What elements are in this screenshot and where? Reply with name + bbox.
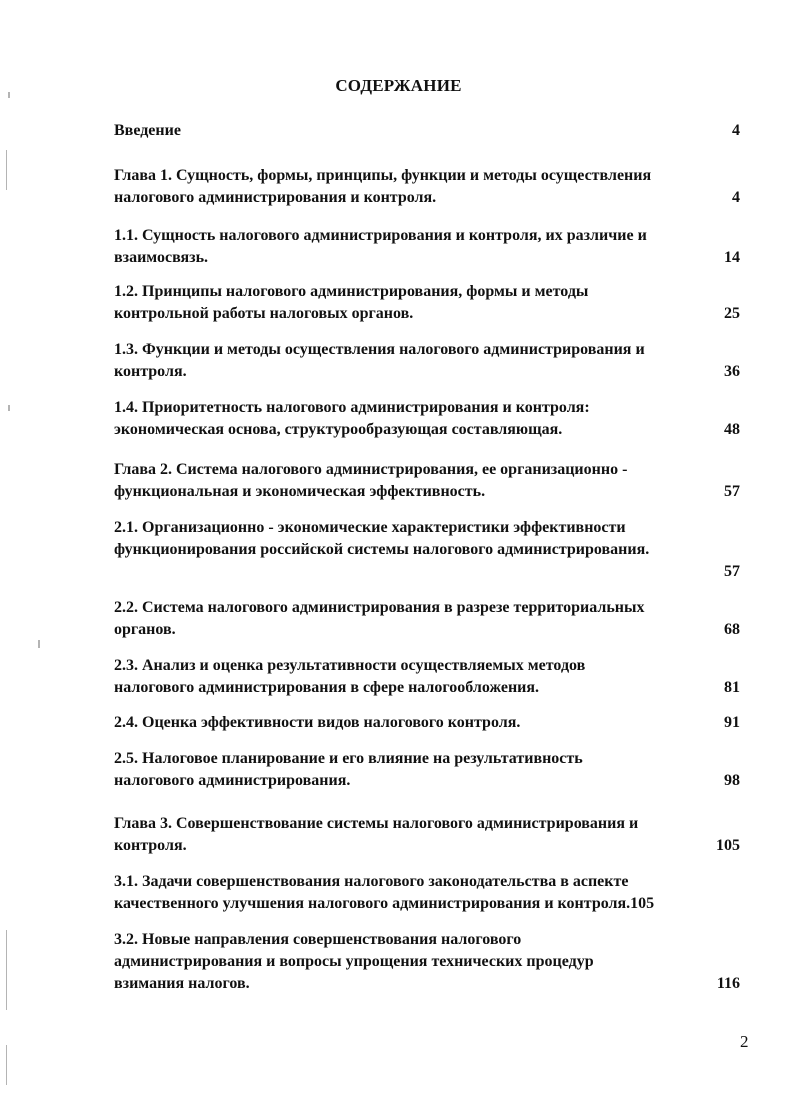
toc-entry-text: контроля. [114,837,187,854]
toc-entry-page: 14 [724,249,740,266]
toc-entry-page: 98 [724,772,740,789]
toc-entry-text: контрольной работы налоговых органов. [114,305,414,322]
toc-entry-page: 116 [716,975,740,992]
toc-entry-page: 91 [724,714,740,731]
scan-speck [8,92,10,98]
toc-entry-page: 57 [724,563,740,580]
toc-entry-page: 48 [724,421,740,438]
toc-entry-page: 105 [630,895,655,912]
toc-entry-text: взимания налогов. [114,975,250,992]
toc-entry-text: 1.1. Сущность налогового администрирования и контроля, их различие и [114,227,647,244]
toc-entry-page: 4 [732,189,740,206]
toc-entry-section-2-5 [114,748,740,792]
toc-entry-section-3-2 [114,929,740,995]
toc-entry-text: 2.2. Система налогового администрирования в разрезе территориальных [114,599,645,616]
toc-entry-section-2-3 [114,655,740,699]
toc-entry-page: 25 [724,305,740,322]
scan-speck [6,930,7,1010]
toc-entry-section-1-3 [114,339,740,383]
scan-speck [38,640,40,648]
toc-entry-chapter-1 [114,165,740,209]
toc-entry-text: 2.1. Организационно - экономические характеристики эффективности [114,519,626,536]
toc-entry-text: 2.5. Налоговое планирование и его влияние на результативность [114,750,583,767]
toc-entry-text: 3.2. Новые направления совершенствования налогового [114,931,522,948]
page-title: СОДЕРЖАНИЕ [335,76,462,95]
toc-entry-section-1-4 [114,397,740,441]
toc-entry-text: администрирования и вопросы упрощения технических процедур [114,953,594,970]
toc-entry-text: органов. [114,621,176,638]
toc-entry-text: 1.3. Функции и методы осуществления налогового администрирования и [114,341,645,358]
toc-entry-text: качественного улучшения налогового администрирования и контроля. [114,895,631,912]
page-number: 2 [740,1032,749,1051]
toc-entry-text: Введение [114,122,181,139]
toc-entry-section-3-1 [114,871,754,915]
toc-entry-section-2-2 [114,597,740,641]
toc-entry-text: экономическая основа, структурообразующая составляющая. [114,421,563,438]
toc-entry-section-1-2 [114,281,740,325]
toc-entry-text: 3.1. Задачи совершенствования налогового законодательства в аспекте [114,873,629,890]
scan-speck [8,405,10,411]
toc-entry-text: функционирования российской системы налогового администрирования. [114,541,650,558]
toc-entry-introduction [114,120,740,142]
toc-entry-section-2-4 [114,712,740,734]
toc-entry-page: 81 [724,679,740,696]
scan-speck [6,1045,7,1085]
toc-entry-text: функциональная и экономическая эффективность. [114,483,486,500]
toc-entry-text: Глава 2. Система налогового администрирования, ее организационно - [114,461,628,478]
toc-entry-text: 2.3. Анализ и оценка результативности осуществляемых методов [114,657,586,674]
toc-entry-text: Глава 1. Сущность, формы, принципы, функции и методы осуществления [114,167,652,184]
toc-entry-chapter-3 [114,813,740,857]
toc-entry-text: 2.4. Оценка эффективности видов налогового контроля. [114,714,521,731]
toc-entry-text: 1.4. Приоритетность налогового администрирования и контроля: [114,399,590,416]
toc-entry-section-2-1 [114,517,740,583]
scan-speck [6,150,7,190]
toc-entry-text: взаимосвязь. [114,249,209,266]
toc-entry-page: 105 [716,837,740,854]
toc-entry-chapter-2 [114,459,740,503]
toc-entry-text: налогового администрирования. [114,772,351,789]
toc-entry-text: Глава 3. Совершенствование системы налогового администрирования и [114,815,639,832]
toc-entry-text: 1.2. Принципы налогового администрирования, формы и методы [114,283,589,300]
toc-entry-section-1-1 [114,225,740,269]
toc-entry-page: 57 [724,483,740,500]
toc-entry-page: 4 [732,122,740,139]
toc-entry-page: 68 [724,621,740,638]
toc-entry-text: налогового администрирования в сфере налогообложения. [114,679,540,696]
toc-entry-page: 36 [724,363,740,380]
toc-entry-text: налогового администрирования и контроля. [114,189,437,206]
toc-entry-text: контроля. [114,363,187,380]
